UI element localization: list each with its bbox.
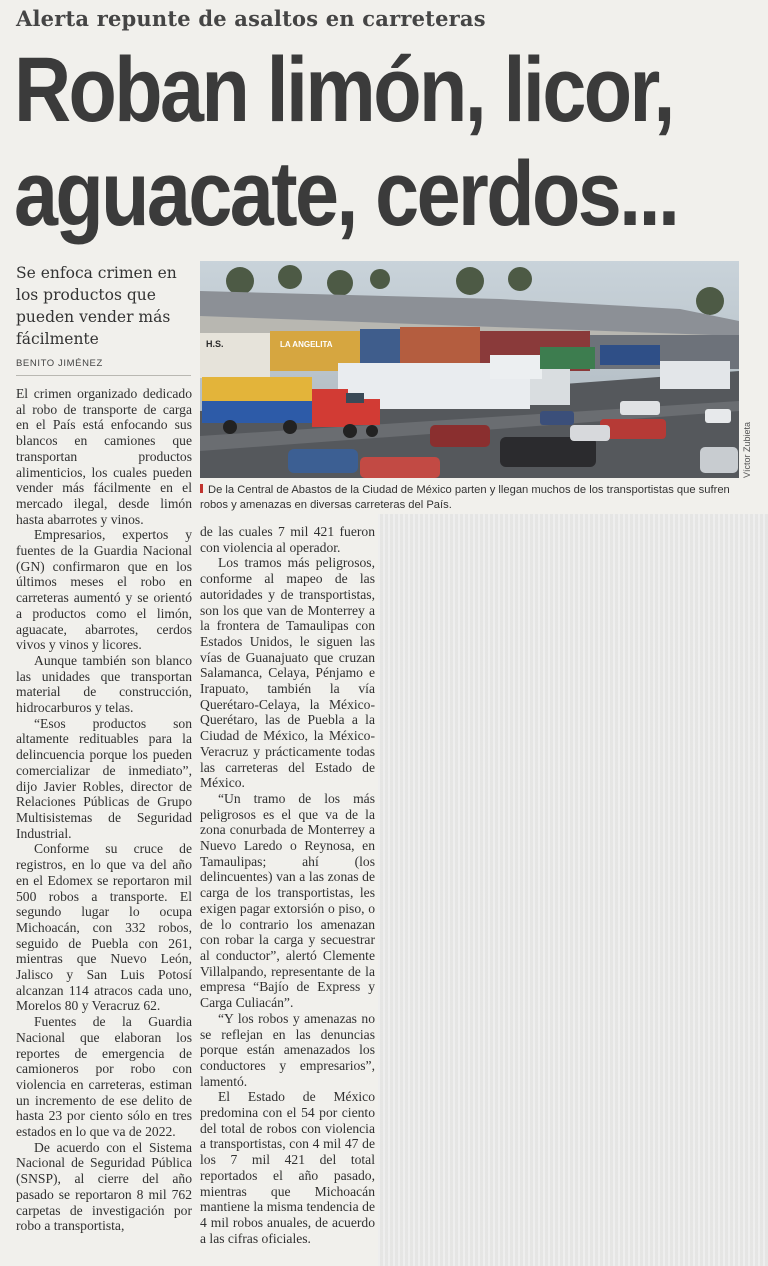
paragraph: de las cuales 7 mil 421 fueron con violencia al operador. [200, 524, 375, 555]
kicker: Alerta repunte de asaltos en carreteras [16, 6, 486, 31]
column-1 [16, 386, 192, 1234]
headline [14, 39, 678, 248]
paragraph: El crimen organizado dedicado al robo de transporte de carga en el País está enfocando sus blancos en camiones que transportan productos alimenticios, los cuales pueden vender más fácilmente en el mercado ilegal, desde limón hasta abarrotes y vinos. [16, 386, 192, 527]
photo-credit: Víctor Zubieta [742, 421, 752, 478]
store-sign-2: LA ANGELITA [280, 340, 333, 349]
headline-line-2: aguacate, cerdos... [14, 143, 678, 245]
paragraph: “Y los robos y amenazas no se reflejan en las denuncias porque están amenazados los conductores y empresarios”, lamentó. [200, 1010, 375, 1089]
paragraph: Conforme su cruce de registros, en lo que va del año en el Edomex se reportaron mil 500 robos a transporte. El segundo lugar lo ocupa Michoacán, con 332 robos, seguido de Puebla con 261, mientras que Nuevo León, Jalisco y San Luis Potosí alcanzan 114 atracos cada uno, Morelos 80 y Veracruz 62. [16, 841, 192, 1014]
paragraph: “Esos productos son altamente redituables para la delincuencia porque los pueden comercializar de inmediato”, dijo Javier Robles, director de Relaciones Públicas de Grupo Multisistemas de Seguridad Industrial. [16, 715, 192, 841]
column-2 [200, 524, 375, 1246]
caption-marker [200, 484, 203, 493]
paragraph: El Estado de México predomina con el 54 por ciento del total de robos con violencia a transportistas, con 4 mil 47 de los 7 mil 421 del total reportados el año pasado, mientras que Michoacán mantiene la misma tendencia de 4 mil robos anuales, de acuerdo a las cifras oficiales. [200, 1089, 375, 1246]
paragraph: Fuentes de la Guardia Nacional que elaboran los reportes de emergencia de camioneros por robo con violencia en carreteras, estiman un incremento de ese delito de hasta 23 por ciento sólo en tres estados en lo que va de 2022. [16, 1014, 192, 1140]
paragraph: Los tramos más peligrosos, conforme al mapeo de las autoridades y de transportistas, son los que van de Monterrey a la frontera de Tamaulipas con Estados Unidos, le siguen las vías de Guanajuato que cruzan Salamanca, Celaya, Pénjamo e Irapuato, también la vía Querétaro-Celaya, la México-Querétaro, las de Puebla a la Ciudad de México, la México-Veracruz y prácticamente todas las carreteras del Estado de México. [200, 555, 375, 791]
photo-caption [200, 483, 745, 513]
store-sign-1: H.S. [206, 339, 224, 349]
byline: BENITO JIMÉNEZ [16, 358, 191, 376]
paragraph: Empresarios, expertos y fuentes de la Guardia Nacional (GN) confirmaron que en los últimos meses el robo en carreteras aumentó y se orientó a productos como el limón, aguacate, abarrotes, cerdos vivos y vinos y licores. [16, 527, 192, 653]
blank-page-area [378, 514, 768, 1266]
news-photo [200, 261, 739, 478]
paragraph: “Un tramo de los más peligrosos es el que va de la zona conurbada de Monterrey a Nuevo Laredo o Reynosa, en Tamaulipas; ahí (los delincuentes) van a las zonas de carga de los transportistas, les exigen pagar extorsión o piso, o de lo contrario los amenazan con robar la carga y secuestrar al conductor”, alertó Clemente Villalpando, representante de la empresa “Bajío de Express y Carga Culiacán”. [200, 790, 375, 1011]
headline-line-1: Roban limón, licor, [14, 39, 673, 141]
market-trucks-illustration [200, 261, 739, 478]
paragraph: Aunque también son blanco las unidades que transportan material de construcción, hidrocarburos y telas. [16, 652, 192, 716]
caption-text: De la Central de Abastos de la Ciudad de México parten y llegan muchos de los transportistas que sufren robos y amenazas en diversas carreteras del País. [200, 484, 730, 511]
paragraph: De acuerdo con el Sistema Nacional de Seguridad Pública (SNSP), al cierre del año pasado se reportaron 8 mil 762 carpetas de investigación por robo a transportista, [16, 1139, 192, 1234]
deck: Se enfoca crimen en los productos que pueden vender más fácilmente [16, 264, 177, 348]
